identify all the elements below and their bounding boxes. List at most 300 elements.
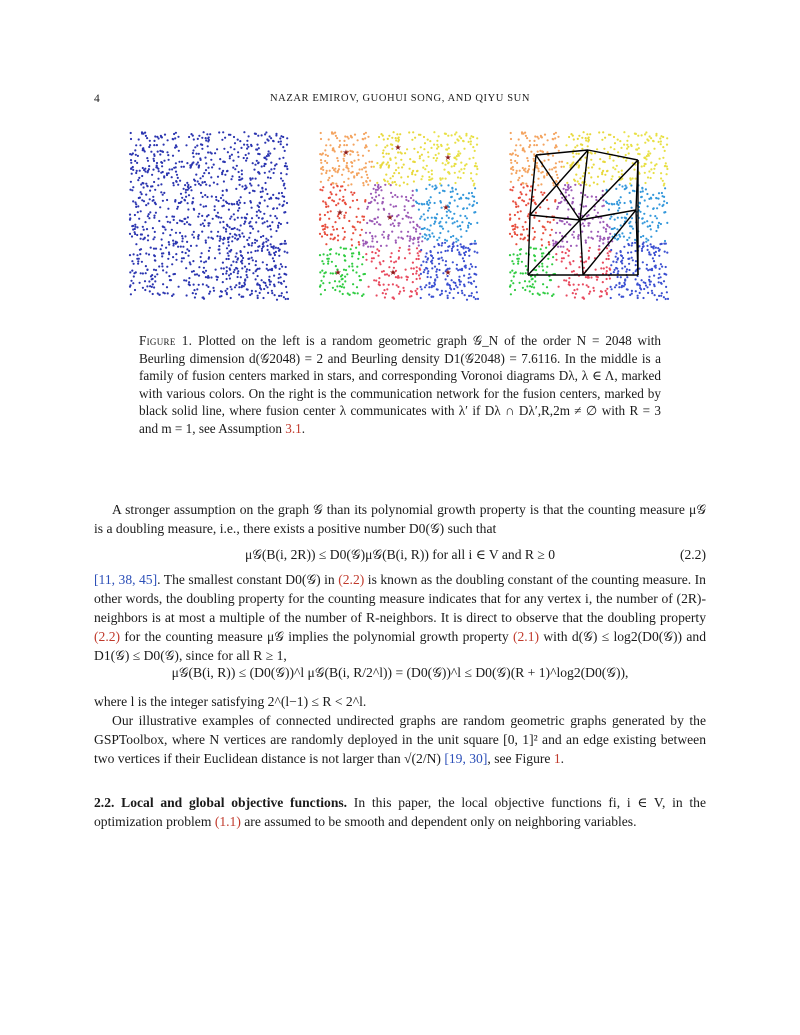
graph-vertex-dot — [512, 282, 514, 284]
graph-vertex-dot — [362, 182, 364, 184]
graph-vertex-dot — [164, 134, 166, 136]
graph-vertex-dot — [396, 284, 398, 286]
graph-vertex-dot — [468, 277, 470, 279]
graph-vertex-dot — [445, 264, 447, 266]
graph-vertex-dot — [436, 288, 438, 290]
graph-vertex-dot — [337, 239, 339, 241]
graph-vertex-dot — [286, 168, 288, 170]
graph-vertex-dot — [161, 263, 163, 265]
graph-vertex-dot — [240, 224, 242, 226]
network-edge — [588, 150, 638, 160]
figure-ref-link[interactable]: 1 — [553, 751, 561, 766]
graph-vertex-dot — [264, 163, 266, 165]
graph-vertex-dot — [471, 266, 473, 268]
graph-vertex-dot — [605, 228, 607, 230]
graph-vertex-dot — [266, 245, 268, 247]
graph-vertex-dot — [451, 165, 453, 167]
graph-vertex-dot — [590, 159, 592, 161]
graph-vertex-dot — [375, 191, 377, 193]
graph-vertex-dot — [427, 272, 429, 274]
graph-vertex-dot — [166, 199, 168, 201]
graph-vertex-dot — [587, 140, 589, 142]
graph-vertex-dot — [278, 277, 280, 279]
graph-vertex-dot — [659, 158, 661, 160]
graph-vertex-dot — [421, 175, 423, 177]
graph-vertex-dot — [383, 236, 385, 238]
graph-vertex-dot — [554, 200, 556, 202]
graph-vertex-dot — [604, 174, 606, 176]
graph-vertex-dot — [209, 133, 211, 135]
graph-vertex-dot — [224, 137, 226, 139]
graph-vertex-dot — [620, 196, 622, 198]
caption-ref-link[interactable]: 3.1 — [285, 420, 302, 436]
graph-vertex-dot — [257, 230, 259, 232]
graph-vertex-dot — [606, 270, 608, 272]
graph-vertex-dot — [177, 177, 179, 179]
graph-vertex-dot — [388, 284, 390, 286]
graph-vertex-dot — [540, 183, 542, 185]
graph-vertex-dot — [567, 255, 569, 257]
graph-vertex-dot — [439, 294, 441, 296]
graph-vertex-dot — [144, 132, 146, 134]
graph-vertex-dot — [430, 276, 432, 278]
graph-vertex-dot — [320, 138, 322, 140]
graph-vertex-dot — [386, 273, 388, 275]
graph-vertex-dot — [270, 168, 272, 170]
graph-vertex-dot — [522, 226, 524, 228]
graph-vertex-dot — [557, 136, 559, 138]
graph-vertex-dot — [367, 206, 369, 208]
graph-vertex-dot — [161, 238, 163, 240]
graph-vertex-dot — [140, 238, 142, 240]
graph-vertex-dot — [407, 212, 409, 214]
graph-vertex-dot — [354, 134, 356, 136]
graph-vertex-dot — [457, 249, 459, 251]
graph-vertex-dot — [344, 236, 346, 238]
graph-vertex-dot — [192, 292, 194, 294]
graph-vertex-dot — [412, 242, 414, 244]
graph-vertex-dot — [214, 257, 216, 259]
graph-vertex-dot — [399, 247, 401, 249]
graph-vertex-dot — [129, 189, 131, 191]
graph-vertex-dot — [263, 165, 265, 167]
graph-vertex-dot — [394, 194, 396, 196]
graph-vertex-dot — [186, 248, 188, 250]
graph-vertex-dot — [228, 236, 230, 238]
graph-vertex-dot — [374, 223, 376, 225]
paragraph-doubling: A stronger assumption on the graph 𝒢 than its polynomial growth property is that the counting measure μ𝒢 is a doubling measure, i.e., there exists a positive number D0(𝒢) such that — [94, 502, 706, 536]
graph-vertex-dot — [251, 257, 253, 259]
graph-vertex-dot — [614, 142, 616, 144]
graph-vertex-dot — [246, 288, 248, 290]
graph-vertex-dot — [588, 293, 590, 295]
graph-vertex-dot — [476, 202, 478, 204]
graph-vertex-dot — [609, 226, 611, 228]
graph-vertex-dot — [667, 298, 669, 300]
graph-vertex-dot — [280, 143, 282, 145]
graph-vertex-dot — [424, 233, 426, 235]
graph-vertex-dot — [454, 221, 456, 223]
citation-link[interactable]: [11, 38, 45] — [94, 572, 158, 587]
graph-vertex-dot — [203, 206, 205, 208]
graph-vertex-dot — [618, 294, 620, 296]
graph-vertex-dot — [566, 182, 568, 184]
graph-vertex-dot — [445, 290, 447, 292]
graph-vertex-dot — [241, 262, 243, 264]
graph-vertex-dot — [554, 137, 556, 139]
graph-vertex-dot — [613, 148, 615, 150]
graph-vertex-dot — [145, 204, 147, 206]
fusion-center-star: ★ — [444, 153, 452, 162]
graph-vertex-dot — [257, 205, 259, 207]
graph-vertex-dot — [189, 284, 191, 286]
graph-vertex-dot — [467, 247, 469, 249]
graph-vertex-dot — [470, 143, 472, 145]
graph-vertex-dot — [390, 184, 392, 186]
graph-vertex-dot — [560, 220, 562, 222]
graph-vertex-dot — [534, 189, 536, 191]
graph-vertex-dot — [655, 163, 657, 165]
graph-vertex-dot — [205, 242, 207, 244]
graph-vertex-dot — [463, 168, 465, 170]
graph-vertex-dot — [325, 206, 327, 208]
graph-vertex-dot — [149, 144, 151, 146]
graph-vertex-dot — [417, 238, 419, 240]
graph-vertex-dot — [602, 281, 604, 283]
graph-vertex-dot — [269, 225, 271, 227]
graph-vertex-dot — [374, 235, 376, 237]
graph-vertex-dot — [422, 167, 424, 169]
graph-vertex-dot — [175, 232, 177, 234]
graph-vertex-dot — [393, 131, 395, 133]
graph-vertex-dot — [273, 148, 275, 150]
graph-vertex-dot — [384, 274, 386, 276]
graph-vertex-dot — [654, 294, 656, 296]
graph-vertex-dot — [460, 254, 462, 256]
graph-vertex-dot — [425, 267, 427, 269]
graph-vertex-dot — [206, 133, 208, 135]
graph-vertex-dot — [135, 203, 137, 205]
graph-vertex-dot — [368, 161, 370, 163]
equation-ref-link[interactable]: (2.2) — [94, 629, 121, 644]
graph-vertex-dot — [391, 252, 393, 254]
graph-vertex-dot — [262, 246, 264, 248]
graph-vertex-dot — [145, 272, 147, 274]
graph-vertex-dot — [178, 202, 180, 204]
graph-vertex-dot — [173, 219, 175, 221]
graph-vertex-dot — [578, 135, 580, 137]
graph-vertex-dot — [129, 219, 131, 221]
graph-vertex-dot — [573, 284, 575, 286]
graph-vertex-dot — [627, 146, 629, 148]
graph-vertex-dot — [185, 196, 187, 198]
graph-vertex-dot — [347, 168, 349, 170]
graph-vertex-dot — [183, 218, 185, 220]
graph-vertex-dot — [458, 170, 460, 172]
graph-vertex-dot — [528, 280, 530, 282]
graph-vertex-dot — [609, 233, 611, 235]
graph-vertex-dot — [356, 286, 358, 288]
graph-vertex-dot — [200, 224, 202, 226]
graph-vertex-dot — [269, 283, 271, 285]
graph-vertex-dot — [373, 218, 375, 220]
graph-vertex-dot — [353, 226, 355, 228]
graph-vertex-dot — [424, 168, 426, 170]
graph-vertex-dot — [587, 236, 589, 238]
graph-vertex-dot — [168, 275, 170, 277]
graph-vertex-dot — [159, 153, 161, 155]
graph-vertex-dot — [160, 248, 162, 250]
graph-vertex-dot — [527, 215, 529, 217]
graph-vertex-dot — [218, 245, 220, 247]
graph-vertex-dot — [334, 289, 336, 291]
graph-vertex-dot — [358, 251, 360, 253]
graph-vertex-dot — [207, 286, 209, 288]
graph-vertex-dot — [450, 236, 452, 238]
graph-vertex-dot — [228, 203, 230, 205]
graph-vertex-dot — [142, 226, 144, 228]
graph-vertex-dot — [370, 220, 372, 222]
graph-vertex-dot — [567, 208, 569, 210]
graph-vertex-dot — [663, 211, 665, 213]
citation-link[interactable]: [19, 30] — [444, 751, 488, 766]
graph-vertex-dot — [376, 221, 378, 223]
graph-vertex-dot — [654, 285, 656, 287]
graph-vertex-dot — [286, 291, 288, 293]
graph-vertex-dot — [618, 199, 620, 201]
graph-vertex-dot — [353, 144, 355, 146]
section-2-2 — [94, 793, 706, 831]
graph-vertex-dot — [153, 144, 155, 146]
graph-vertex-dot — [207, 275, 209, 277]
graph-vertex-dot — [329, 197, 331, 199]
equation-ref-link[interactable]: (2.2) — [338, 572, 365, 587]
graph-vertex-dot — [380, 245, 382, 247]
graph-vertex-dot — [273, 207, 275, 209]
graph-vertex-dot — [625, 217, 627, 219]
graph-vertex-dot — [444, 164, 446, 166]
graph-vertex-dot — [430, 196, 432, 198]
graph-vertex-dot — [257, 250, 259, 252]
equation-ref-link[interactable]: (1.1) — [214, 814, 241, 829]
graph-vertex-dot — [660, 140, 662, 142]
graph-vertex-dot — [651, 268, 653, 270]
graph-vertex-dot — [411, 173, 413, 175]
graph-vertex-dot — [553, 167, 555, 169]
graph-vertex-dot — [616, 252, 618, 254]
graph-vertex-dot — [532, 283, 534, 285]
graph-vertex-dot — [204, 219, 206, 221]
graph-vertex-dot — [386, 245, 388, 247]
graph-vertex-dot — [629, 183, 631, 185]
graph-vertex-dot — [228, 244, 230, 246]
graph-vertex-dot — [448, 147, 450, 149]
graph-vertex-dot — [244, 266, 246, 268]
graph-vertex-dot — [197, 238, 199, 240]
graph-vertex-dot — [143, 229, 145, 231]
graph-vertex-dot — [149, 198, 151, 200]
graph-vertex-dot — [321, 173, 323, 175]
graph-vertex-dot — [441, 244, 443, 246]
graph-vertex-dot — [543, 176, 545, 178]
graph-vertex-dot — [391, 231, 393, 233]
graph-vertex-dot — [183, 279, 185, 281]
graph-vertex-dot — [543, 192, 545, 194]
graph-vertex-dot — [610, 146, 612, 148]
graph-vertex-dot — [251, 290, 253, 292]
graph-vertex-dot — [378, 281, 380, 283]
graph-vertex-dot — [208, 256, 210, 258]
graph-vertex-dot — [625, 154, 627, 156]
graph-vertex-dot — [475, 274, 477, 276]
graph-vertex-dot — [412, 199, 414, 201]
graph-vertex-dot — [395, 169, 397, 171]
graph-vertex-dot — [223, 227, 225, 229]
graph-vertex-dot — [358, 159, 360, 161]
graph-vertex-dot — [604, 161, 606, 163]
graph-vertex-dot — [189, 224, 191, 226]
equation-ref-link[interactable]: (2.1) — [512, 629, 540, 644]
graph-vertex-dot — [378, 277, 380, 279]
graph-vertex-dot — [404, 257, 406, 259]
graph-vertex-dot — [141, 233, 143, 235]
graph-vertex-dot — [168, 251, 170, 253]
figure-panel-middle — [318, 130, 480, 302]
graph-vertex-dot — [165, 271, 167, 273]
graph-vertex-dot — [419, 218, 421, 220]
graph-vertex-dot — [367, 246, 369, 248]
graph-vertex-dot — [474, 240, 476, 242]
graph-vertex-dot — [243, 246, 245, 248]
graph-vertex-dot — [147, 202, 149, 204]
graph-vertex-dot — [452, 246, 454, 248]
graph-vertex-dot — [538, 170, 540, 172]
graph-vertex-dot — [401, 195, 403, 197]
graph-vertex-dot — [336, 228, 338, 230]
graph-vertex-dot — [665, 266, 667, 268]
graph-vertex-dot — [350, 172, 352, 174]
graph-vertex-dot — [601, 173, 603, 175]
fusion-center-star: ★ — [389, 268, 397, 277]
graph-vertex-dot — [449, 287, 451, 289]
graph-vertex-dot — [258, 173, 260, 175]
graph-vertex-dot — [257, 268, 259, 270]
graph-vertex-dot — [609, 218, 611, 220]
graph-vertex-dot — [475, 266, 477, 268]
graph-vertex-dot — [216, 183, 218, 185]
graph-vertex-dot — [522, 287, 524, 289]
graph-vertex-dot — [321, 235, 323, 237]
graph-vertex-dot — [512, 169, 514, 171]
graph-vertex-dot — [214, 209, 216, 211]
graph-vertex-dot — [616, 165, 618, 167]
graph-vertex-dot — [626, 239, 628, 241]
graph-vertex-dot — [512, 225, 514, 227]
graph-vertex-dot — [240, 147, 242, 149]
graph-vertex-dot — [153, 254, 155, 256]
graph-vertex-dot — [386, 288, 388, 290]
graph-vertex-dot — [646, 245, 648, 247]
graph-vertex-dot — [515, 206, 517, 208]
graph-vertex-dot — [566, 162, 568, 164]
graph-vertex-dot — [626, 186, 628, 188]
graph-vertex-dot — [172, 182, 174, 184]
graph-vertex-dot — [653, 260, 655, 262]
graph-vertex-dot — [515, 203, 517, 205]
graph-vertex-dot — [418, 236, 420, 238]
graph-vertex-dot — [661, 266, 663, 268]
graph-vertex-dot — [533, 254, 535, 256]
graph-vertex-dot — [541, 136, 543, 138]
graph-vertex-dot — [244, 221, 246, 223]
graph-vertex-dot — [344, 280, 346, 282]
graph-vertex-dot — [353, 160, 355, 162]
fusion-center-star: ★ — [342, 148, 350, 157]
graph-vertex-dot — [198, 275, 200, 277]
graph-vertex-dot — [238, 207, 240, 209]
graph-vertex-dot — [412, 262, 414, 264]
graph-vertex-dot — [463, 148, 465, 150]
graph-vertex-dot — [603, 180, 605, 182]
graph-vertex-dot — [147, 185, 149, 187]
graph-vertex-dot — [328, 218, 330, 220]
graph-vertex-dot — [617, 272, 619, 274]
graph-vertex-dot — [200, 256, 202, 258]
graph-vertex-dot — [225, 201, 227, 203]
graph-vertex-dot — [137, 179, 139, 181]
graph-vertex-dot — [514, 224, 516, 226]
graph-vertex-dot — [148, 280, 150, 282]
graph-vertex-dot — [537, 292, 539, 294]
graph-vertex-dot — [424, 237, 426, 239]
graph-vertex-dot — [476, 168, 478, 170]
graph-vertex-dot — [249, 200, 251, 202]
graph-vertex-dot — [154, 202, 156, 204]
graph-vertex-dot — [193, 209, 195, 211]
graph-vertex-dot — [366, 174, 368, 176]
graph-vertex-dot — [255, 290, 257, 292]
graph-vertex-dot — [459, 225, 461, 227]
graph-vertex-dot — [420, 216, 422, 218]
graph-vertex-dot — [241, 178, 243, 180]
graph-vertex-dot — [234, 286, 236, 288]
graph-vertex-dot — [442, 162, 444, 164]
network-edge — [530, 155, 536, 215]
graph-vertex-dot — [240, 196, 242, 198]
graph-vertex-dot — [377, 255, 379, 257]
graph-vertex-dot — [476, 291, 478, 293]
graph-vertex-dot — [362, 138, 364, 140]
graph-vertex-dot — [436, 239, 438, 241]
graph-vertex-dot — [431, 178, 433, 180]
graph-vertex-dot — [451, 134, 453, 136]
graph-vertex-dot — [279, 137, 281, 139]
graph-vertex-dot — [575, 153, 577, 155]
graph-vertex-dot — [644, 142, 646, 144]
graph-vertex-dot — [270, 281, 272, 283]
graph-vertex-dot — [583, 225, 585, 227]
graph-vertex-dot — [641, 279, 643, 281]
graph-vertex-dot — [631, 207, 633, 209]
graph-vertex-dot — [161, 165, 163, 167]
graph-vertex-dot — [459, 135, 461, 137]
graph-vertex-dot — [278, 222, 280, 224]
graph-vertex-dot — [412, 131, 414, 133]
graph-vertex-dot — [280, 140, 282, 142]
graph-vertex-dot — [621, 262, 623, 264]
graph-vertex-dot — [632, 272, 634, 274]
graph-vertex-dot — [396, 133, 398, 135]
